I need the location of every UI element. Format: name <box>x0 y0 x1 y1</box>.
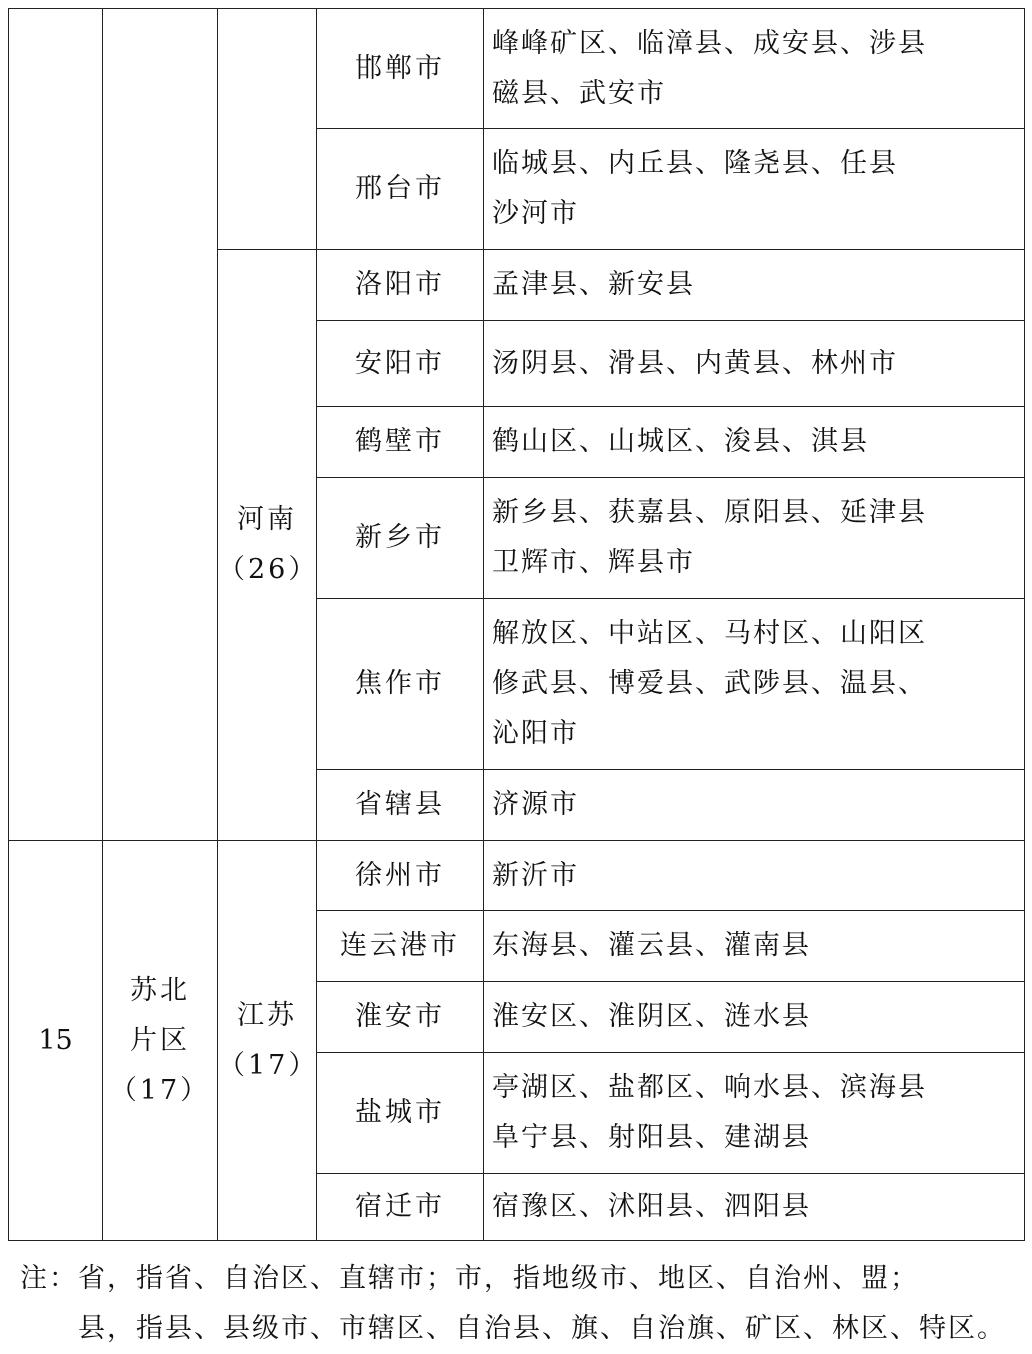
city-cell: 盐城市 <box>317 1053 484 1174</box>
counties-cell: 峰峰矿区、临漳县、成安县、涉县 磁县、武安市 <box>484 9 1025 129</box>
city-cell: 省辖县 <box>317 770 484 841</box>
province-count: （26） <box>218 554 319 585</box>
counties-cell: 东海县、灌云县、灌南县 <box>484 911 1025 982</box>
city-cell: 连云港市 <box>317 911 484 982</box>
counties-cell: 新乡县、获嘉县、原阳县、延津县 卫辉市、辉县市 <box>484 478 1025 599</box>
table-row <box>9 9 1025 129</box>
counties-cell: 亭湖区、盐都区、响水县、滨海县 阜宁县、射阳县、建湖县 <box>484 1053 1025 1174</box>
city-cell: 徐州市 <box>317 841 484 911</box>
counties-cell: 汤阴县、滑县、内黄县、林州市 <box>484 321 1025 407</box>
region-number-cell: 15 <box>9 841 103 1241</box>
counties-cell: 临城县、内丘县、隆尧县、任县 沙河市 <box>484 129 1025 250</box>
region-name-line1: 苏北 <box>130 974 190 1006</box>
province-name: 江苏 <box>237 999 297 1031</box>
footnote-line1: 注：省，指省、自治区、直辖市；市，指地级市、地区、自治州、盟； <box>20 1263 919 1294</box>
counties-cell: 新沂市 <box>484 841 1025 911</box>
region-name-cell <box>103 841 218 1241</box>
province-cell-henan <box>218 250 317 841</box>
counties-cell: 宿豫区、沭阳县、泗阳县 <box>484 1174 1025 1241</box>
city-cell: 鹤壁市 <box>317 407 484 478</box>
city-cell: 新乡市 <box>317 478 484 599</box>
city-cell: 邯郸市 <box>317 9 484 129</box>
province-cell-hebei <box>218 9 317 250</box>
counties-cell: 鹤山区、山城区、浚县、淇县 <box>484 407 1025 478</box>
city-cell: 焦作市 <box>317 599 484 770</box>
city-cell: 淮安市 <box>317 982 484 1053</box>
region-count: （17） <box>109 1074 211 1106</box>
county-table <box>8 8 1025 1241</box>
province-count: （17） <box>218 1049 319 1081</box>
counties-cell: 济源市 <box>484 770 1025 841</box>
city-cell: 洛阳市 <box>317 250 484 321</box>
city-cell: 安阳市 <box>317 321 484 407</box>
province-name: 河南 <box>237 504 297 535</box>
footnote <box>20 1254 1020 1354</box>
region-name-cell-prev <box>103 9 218 841</box>
city-cell: 邢台市 <box>317 129 484 250</box>
counties-cell: 孟津县、新安县 <box>484 250 1025 321</box>
counties-cell: 解放区、中站区、马村区、山阳区 修武县、博爱县、武陟县、温县、 沁阳市 <box>484 599 1025 770</box>
province-cell-jiangsu <box>218 841 317 1241</box>
table-row <box>9 841 1025 911</box>
region-number-cell-prev <box>9 9 103 841</box>
region-name-line2: 片区 <box>130 1024 190 1056</box>
city-cell: 宿迁市 <box>317 1174 484 1241</box>
counties-cell: 淮安区、淮阴区、涟水县 <box>484 982 1025 1053</box>
footnote-line2: 县，指县、县级市、市辖区、自治县、旗、自治旗、矿区、林区、特区。 <box>78 1313 1006 1344</box>
